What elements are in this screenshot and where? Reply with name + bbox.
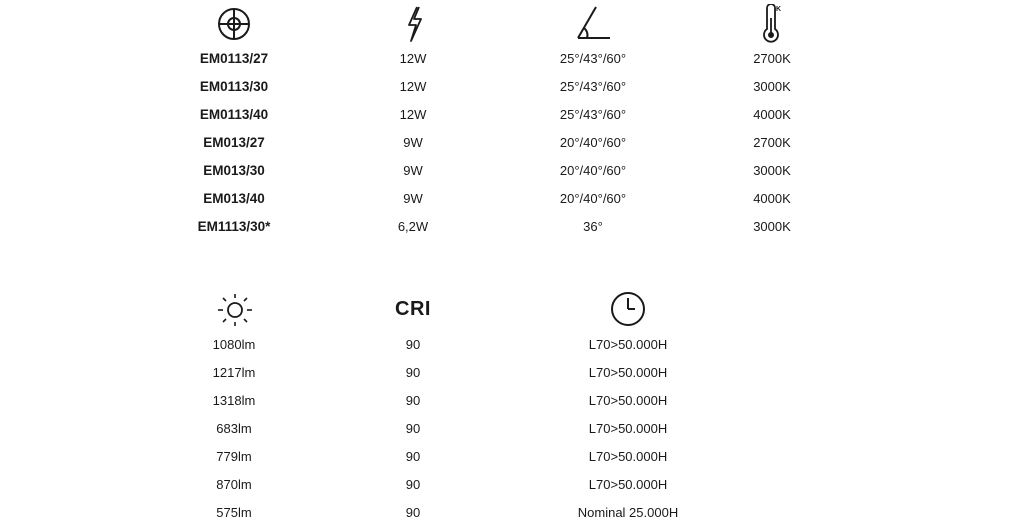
power-value: 9W (403, 163, 423, 178)
power-value: 12W (399, 107, 427, 122)
beam-angle-value: 20°/40°/60° (559, 135, 627, 150)
lifetime-value: L70>50.000H (588, 449, 668, 464)
luminous-flux-value: 1080lm (212, 337, 256, 352)
product-code: EM013/27 (203, 135, 265, 150)
power-value: 12W (399, 51, 427, 66)
beam-angle-icon (574, 4, 614, 42)
product-code: EM013/30 (203, 163, 265, 178)
lifetime-value: L70>50.000H (588, 337, 668, 352)
luminous-flux-value: 1217lm (212, 365, 256, 380)
lifetime-value: L70>50.000H (588, 365, 668, 380)
color-temperature-value: 3000K (753, 163, 791, 178)
lifetime-value: L70>50.000H (588, 477, 668, 492)
beam-angle-value: 20°/40°/60° (559, 191, 627, 206)
luminous-flux-value: 575lm (216, 505, 252, 520)
product-code: EM013/40 (203, 191, 265, 206)
color-temperature-value: 4000K (753, 107, 791, 122)
lifetime-value: Nominal 25.000H (577, 505, 679, 520)
power-value: 9W (403, 191, 423, 206)
luminous-flux-value: 683lm (216, 421, 252, 436)
power-bolt-icon (402, 5, 426, 43)
cri-value: 90 (405, 393, 421, 408)
beam-angle-value: 36° (583, 219, 603, 234)
product-code: EM0113/30 (199, 79, 269, 94)
color-temperature-thermometer-icon (760, 4, 788, 44)
power-value: 12W (399, 79, 427, 94)
color-temperature-value: 4000K (753, 191, 791, 206)
beam-angle-value: 20°/40°/60° (559, 163, 627, 178)
color-temperature-value: 3000K (753, 219, 791, 234)
color-temperature-value: 2700K (753, 51, 791, 66)
power-value: 6,2W (397, 219, 429, 234)
lamp-socket-icon (216, 6, 252, 42)
lifetime-value: L70>50.000H (588, 421, 668, 436)
cri-heading: CRI (395, 298, 431, 320)
cri-value: 90 (405, 449, 421, 464)
beam-angle-value: 25°/43°/60° (559, 51, 627, 66)
cri-value: 90 (405, 421, 421, 436)
thermometer-unit-label: K (776, 6, 782, 13)
lifetime-value: L70>50.000H (588, 393, 668, 408)
beam-angle-value: 25°/43°/60° (559, 79, 627, 94)
luminous-flux-value: 870lm (216, 477, 252, 492)
luminous-flux-value: 1318lm (212, 393, 256, 408)
product-code: EM1113/30* (197, 219, 271, 234)
cri-value: 90 (405, 337, 421, 352)
sun-luminous-flux-icon (215, 291, 255, 329)
product-code: EM0113/40 (199, 107, 269, 122)
color-temperature-value: 3000K (753, 79, 791, 94)
color-temperature-value: 2700K (753, 135, 791, 150)
power-value: 9W (403, 135, 423, 150)
cri-value: 90 (405, 365, 421, 380)
clock-lifetime-icon (609, 290, 647, 328)
product-code: EM0113/27 (199, 51, 269, 66)
beam-angle-value: 25°/43°/60° (559, 107, 627, 122)
luminous-flux-value: 779lm (216, 449, 252, 464)
cri-value: 90 (405, 505, 421, 520)
cri-value: 90 (405, 477, 421, 492)
